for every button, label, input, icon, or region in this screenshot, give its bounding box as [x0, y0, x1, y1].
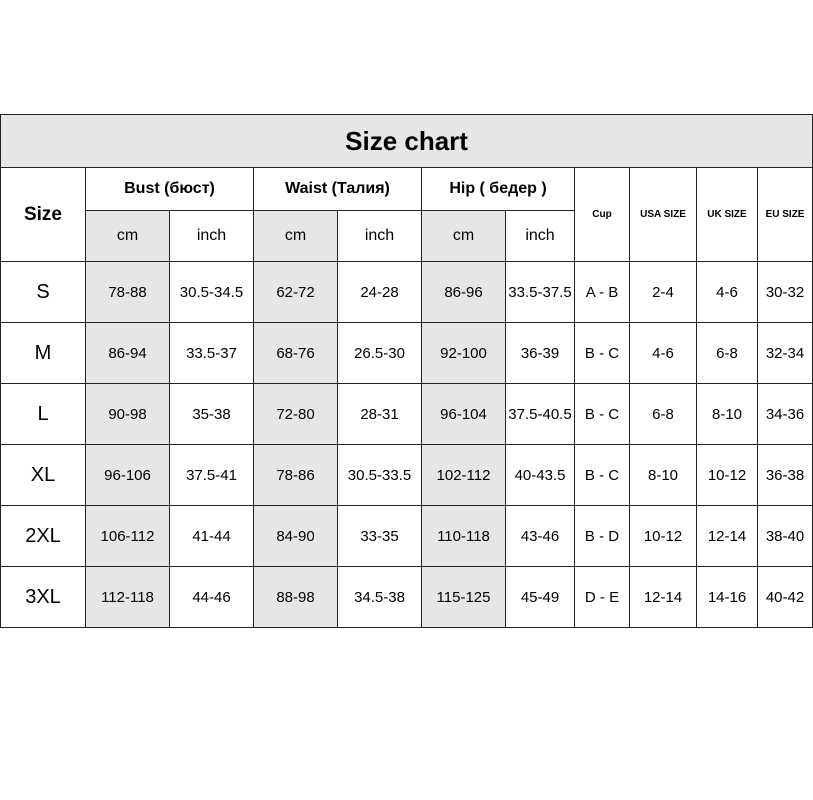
waist-cm-cell: 62-72 [254, 262, 338, 323]
waist-inch-cell: 24-28 [338, 262, 422, 323]
waist-inch-cell: 30.5-33.5 [338, 445, 422, 506]
bust-inch-cell: 44-46 [170, 567, 254, 628]
bust-inch-cell: 37.5-41 [170, 445, 254, 506]
size-chart-body [1, 262, 813, 628]
hip-inch-cell: 37.5-40.5 [506, 384, 575, 445]
uk-size-cell: 6-8 [697, 323, 758, 384]
waist-cm-cell: 68-76 [254, 323, 338, 384]
hip-cm-cell: 92-100 [422, 323, 506, 384]
table-row [1, 506, 813, 567]
waist-cm-cell: 88-98 [254, 567, 338, 628]
hip-inch-header: inch [506, 211, 575, 262]
cup-cell: B - D [575, 506, 630, 567]
eu-size-cell: 36-38 [758, 445, 813, 506]
cup-cell: D - E [575, 567, 630, 628]
hip-inch-cell: 36-39 [506, 323, 575, 384]
hip-cm-cell: 96-104 [422, 384, 506, 445]
bust-cm-cell: 86-94 [86, 323, 170, 384]
usa-size-cell: 2-4 [630, 262, 697, 323]
hip-inch-cell: 43-46 [506, 506, 575, 567]
waist-inch-header: inch [338, 211, 422, 262]
waist-inch-cell: 34.5-38 [338, 567, 422, 628]
bust-cm-cell: 96-106 [86, 445, 170, 506]
waist-cm-cell: 84-90 [254, 506, 338, 567]
waist-cm-cell: 72-80 [254, 384, 338, 445]
eu-size-cell: 34-36 [758, 384, 813, 445]
bust-inch-header: inch [170, 211, 254, 262]
bust-header: Bust (бюст) [86, 168, 254, 211]
hip-inch-cell: 40-43.5 [506, 445, 575, 506]
size-header: Size [1, 168, 86, 262]
hip-inch-cell: 45-49 [506, 567, 575, 628]
bust-cm-header: cm [86, 211, 170, 262]
uk-size-cell: 4-6 [697, 262, 758, 323]
hip-cm-cell: 86-96 [422, 262, 506, 323]
size-cell: 2XL [1, 506, 86, 567]
table-row [1, 323, 813, 384]
waist-inch-cell: 28-31 [338, 384, 422, 445]
uk-size-cell: 14-16 [697, 567, 758, 628]
waist-inch-cell: 33-35 [338, 506, 422, 567]
hip-inch-cell: 33.5-37.5 [506, 262, 575, 323]
uk-size-cell: 12-14 [697, 506, 758, 567]
table-row [1, 567, 813, 628]
table-row [1, 445, 813, 506]
bust-cm-cell: 106-112 [86, 506, 170, 567]
table-row [1, 262, 813, 323]
cup-cell: A - B [575, 262, 630, 323]
size-cell: 3XL [1, 567, 86, 628]
size-cell: XL [1, 445, 86, 506]
cup-cell: B - C [575, 445, 630, 506]
usa-size-cell: 6-8 [630, 384, 697, 445]
uk-size-header: UK SIZE [697, 168, 758, 262]
size-cell: M [1, 323, 86, 384]
usa-size-header: USA SIZE [630, 168, 697, 262]
bust-inch-cell: 41-44 [170, 506, 254, 567]
hip-cm-cell: 110-118 [422, 506, 506, 567]
table-row [1, 384, 813, 445]
bust-inch-cell: 33.5-37 [170, 323, 254, 384]
hip-header: Hip ( бедер ) [422, 168, 575, 211]
cup-cell: B - C [575, 323, 630, 384]
uk-size-cell: 8-10 [697, 384, 758, 445]
eu-size-cell: 32-34 [758, 323, 813, 384]
waist-cm-header: cm [254, 211, 338, 262]
usa-size-cell: 12-14 [630, 567, 697, 628]
usa-size-cell: 4-6 [630, 323, 697, 384]
waist-cm-cell: 78-86 [254, 445, 338, 506]
size-cell: S [1, 262, 86, 323]
eu-size-cell: 30-32 [758, 262, 813, 323]
usa-size-cell: 10-12 [630, 506, 697, 567]
size-chart-table [0, 114, 813, 628]
cup-header: Cup [575, 168, 630, 262]
waist-inch-cell: 26.5-30 [338, 323, 422, 384]
usa-size-cell: 8-10 [630, 445, 697, 506]
bust-cm-cell: 90-98 [86, 384, 170, 445]
hip-cm-header: cm [422, 211, 506, 262]
hip-cm-cell: 115-125 [422, 567, 506, 628]
hip-cm-cell: 102-112 [422, 445, 506, 506]
size-cell: L [1, 384, 86, 445]
chart-title: Size chart [1, 115, 813, 168]
uk-size-cell: 10-12 [697, 445, 758, 506]
bust-inch-cell: 30.5-34.5 [170, 262, 254, 323]
cup-cell: B - C [575, 384, 630, 445]
eu-size-cell: 38-40 [758, 506, 813, 567]
waist-header: Waist (Талия) [254, 168, 422, 211]
bust-cm-cell: 112-118 [86, 567, 170, 628]
eu-size-header: EU SIZE [758, 168, 813, 262]
bust-inch-cell: 35-38 [170, 384, 254, 445]
eu-size-cell: 40-42 [758, 567, 813, 628]
bust-cm-cell: 78-88 [86, 262, 170, 323]
